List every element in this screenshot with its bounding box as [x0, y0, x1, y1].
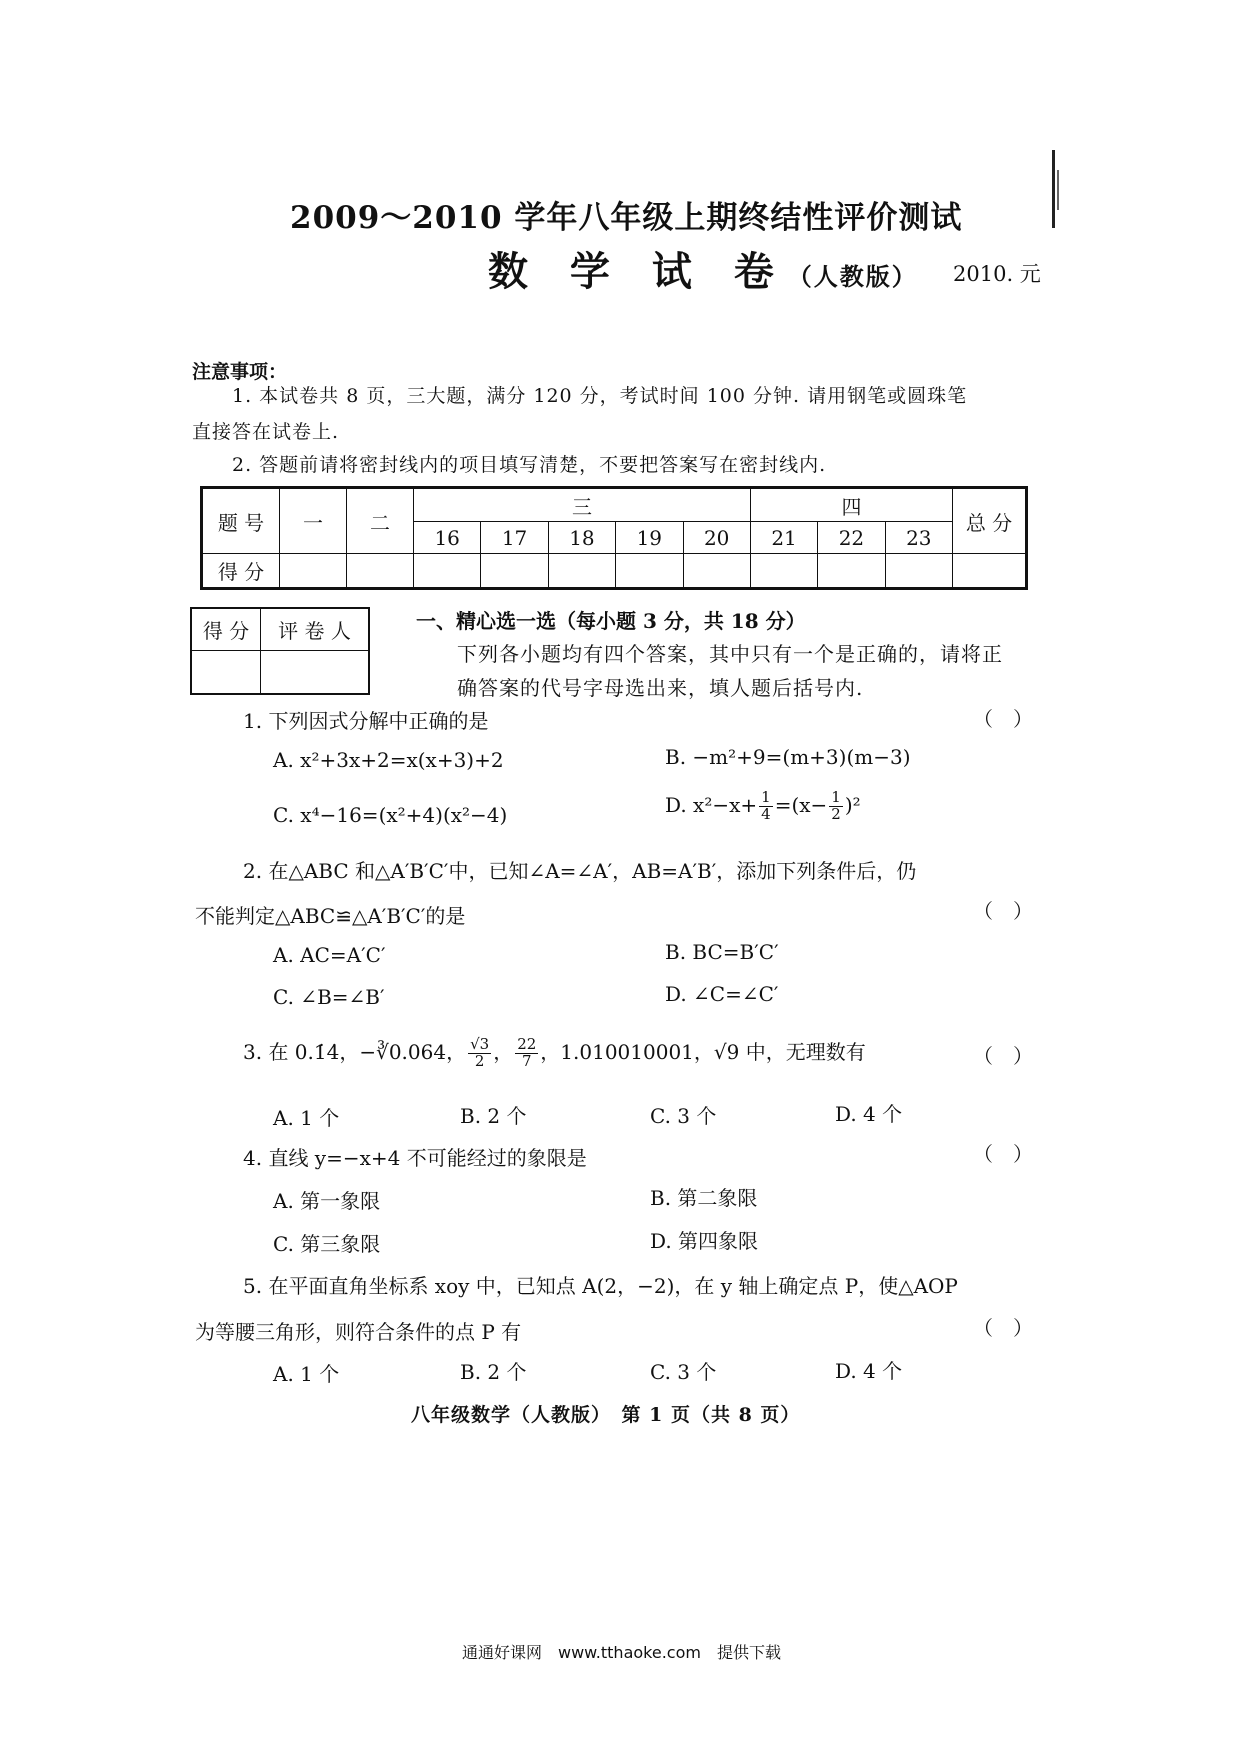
- col-q18: 18: [548, 522, 615, 554]
- q4-option-c: C. 第三象限: [273, 1232, 381, 1256]
- edition-label: （人教版）: [787, 262, 918, 291]
- col-q16: 16: [414, 522, 481, 554]
- numerator: 22: [517, 1035, 537, 1054]
- q4-option-b: B. 第二象限: [650, 1186, 758, 1210]
- section-1-instructions-cont: 确答案的代号字母选出来，填人题后括号内.: [457, 676, 864, 700]
- label-score: 得 分: [202, 554, 280, 589]
- col-q21: 21: [750, 522, 817, 554]
- group-section-4: 四: [750, 488, 952, 522]
- page-footer: 八年级数学（人教版） 第 1 页（共 8 页）: [411, 1404, 801, 1426]
- notice-item-1: 1. 本试卷共 8 页，三大题，满分 120 分，考试时间 100 分钟. 请用钢笔或圆珠笔: [232, 385, 968, 407]
- q5-option-c: C. 3 个: [650, 1360, 717, 1384]
- q1-option-b: B. −m²+9=(m+3)(m−3): [665, 745, 911, 769]
- numerator: √3: [470, 1035, 490, 1054]
- score-cell: [548, 554, 615, 589]
- col-q17: 17: [481, 522, 548, 554]
- exam-title: 2009～2010 学年八年级上期终结性评价测试: [290, 200, 963, 236]
- score-cell: [280, 554, 347, 589]
- col-q20: 20: [683, 522, 750, 554]
- q1-option-d: [665, 790, 861, 823]
- score-cell: [683, 554, 750, 589]
- grader-name-cell: [261, 650, 370, 694]
- answer-blank-5: （ ）: [973, 1316, 1033, 1340]
- question-2-stem: 2. 在△ABC 和△A′B′C′中，已知∠A=∠A′，AB=A′B′，添加下列条件后，仍: [243, 859, 917, 883]
- score-cell: [953, 554, 1027, 589]
- q3-option-d: D. 4 个: [835, 1102, 903, 1126]
- q4-option-d: D. 第四象限: [650, 1229, 759, 1253]
- question-3-stem-suffix: ，1.010010001，√9 中，无理数有: [540, 1040, 866, 1064]
- denominator: 7: [521, 1052, 532, 1070]
- denominator: 4: [761, 804, 771, 823]
- download-credit: 通通好课网 www.tthaoke.com 提供下载: [462, 1643, 781, 1662]
- q3-option-b: B. 2 个: [460, 1104, 527, 1128]
- fraction: [515, 1037, 538, 1070]
- col-section-2: 二: [347, 488, 414, 554]
- denominator: 2: [474, 1052, 485, 1070]
- fraction: [829, 790, 843, 823]
- q3-option-a: A. 1 个: [273, 1106, 340, 1130]
- answer-blank-3: （ ）: [973, 1044, 1033, 1068]
- q1-option-d-suffix: )²: [844, 792, 861, 817]
- exam-date: 2010. 元: [953, 262, 1041, 286]
- score-cell: [818, 554, 885, 589]
- question-3-stem-prefix: 3. 在 0.1̇4̇，−∛0.064，: [243, 1040, 467, 1064]
- q5-option-b: B. 2 个: [460, 1360, 527, 1384]
- grader-score-label: 得 分: [191, 608, 261, 650]
- question-1-stem: 1. 下列因式分解中正确的是: [243, 709, 489, 733]
- score-cell: [347, 554, 414, 589]
- q5-option-a: A. 1 个: [273, 1362, 340, 1386]
- section-1-heading: 一、精心选一选（每小题 3 分，共 18 分）: [416, 609, 806, 633]
- grader-box: [190, 607, 370, 695]
- q2-option-b: B. BC=B′C′: [665, 940, 779, 964]
- question-5-stem: 5. 在平面直角坐标系 xoy 中，已知点 A(2，−2)，在 y 轴上确定点 P，使△AOP: [243, 1274, 958, 1298]
- fraction: [759, 790, 773, 823]
- exam-subtitle: [488, 240, 918, 297]
- q2-option-d: D. ∠C=∠C′: [665, 982, 779, 1006]
- notice-item-1-cont: 直接答在试卷上.: [192, 421, 340, 443]
- answer-blank-4: （ ）: [973, 1142, 1033, 1166]
- q1-option-c: C. x⁴−16=(x²+4)(x²−4): [273, 803, 508, 827]
- q2-option-c: C. ∠B=∠B′: [273, 985, 385, 1009]
- answer-blank-1: （ ）: [973, 707, 1033, 731]
- numerator: 1: [761, 788, 771, 806]
- q1-option-a: A. x²+3x+2=x(x+3)+2: [273, 748, 504, 772]
- score-cell: [616, 554, 683, 589]
- q1-option-d-prefix: D. x²−x+: [665, 792, 758, 817]
- score-cell: [750, 554, 817, 589]
- q1-option-d-mid: =(x−: [774, 792, 828, 817]
- binding-line-mark: [1052, 150, 1055, 228]
- question-3-stem: 3. 在 0.1̇4̇，−∛0.064， $\frac{√3}{2}$ ， $\frac{22}{7}$ ，1.010010001，√9 中，无理数有: [243, 1035, 866, 1070]
- notice-item-2: 2. 答题前请将密封线内的项目填写清楚，不要把答案写在密封线内.: [232, 454, 827, 476]
- q2-option-a: A. AC=A′C′: [273, 943, 386, 967]
- col-q23: 23: [885, 522, 952, 554]
- question-2-stem-cont: 不能判定△ABC≌△A′B′C′的是: [195, 904, 466, 928]
- score-table: [200, 486, 1028, 590]
- score-cell: [414, 554, 481, 589]
- grader-score-cell: [191, 650, 261, 694]
- col-section-1: 一: [280, 488, 347, 554]
- score-cell: [481, 554, 548, 589]
- q4-option-a: A. 第一象限: [273, 1189, 381, 1213]
- label-question-no: 题 号: [202, 488, 280, 554]
- denominator: 2: [831, 804, 841, 823]
- binding-line-mark: [1057, 170, 1059, 210]
- question-4-stem: 4. 直线 y=−x+4 不可能经过的象限是: [243, 1146, 587, 1170]
- q5-option-d: D. 4 个: [835, 1359, 903, 1383]
- notice-heading: 注意事项：: [192, 361, 288, 383]
- group-section-3: 三: [414, 488, 751, 522]
- col-q19: 19: [616, 522, 683, 554]
- grader-name-label: 评 卷 人: [261, 608, 370, 650]
- col-total: 总 分: [953, 488, 1027, 554]
- question-5-stem-cont: 为等腰三角形，则符合条件的点 P 有: [195, 1320, 522, 1344]
- col-q22: 22: [818, 522, 885, 554]
- numerator: 1: [831, 788, 841, 806]
- score-cell: [885, 554, 952, 589]
- subject-name: 数 学 试 卷: [488, 248, 788, 295]
- fraction: [468, 1037, 491, 1070]
- q3-option-c: C. 3 个: [650, 1104, 717, 1128]
- section-1-instructions: 下列各小题均有四个答案，其中只有一个是正确的，请将正: [457, 642, 1003, 666]
- answer-blank-2: （ ）: [973, 899, 1033, 923]
